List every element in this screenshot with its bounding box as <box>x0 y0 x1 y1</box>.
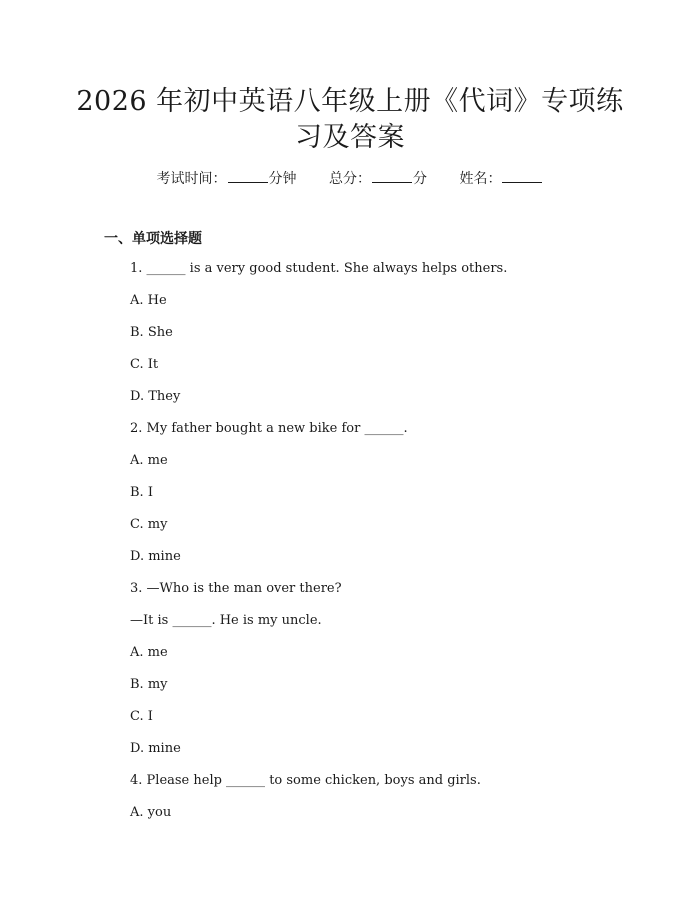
option-line: A. you <box>130 805 172 820</box>
option-line: B. my <box>130 677 168 692</box>
question-4: 4. Please help ______ to some chicken, boys and girls. <box>130 773 481 788</box>
total-score-field <box>329 168 427 189</box>
option-line: C. my <box>130 517 168 532</box>
total-score-label: 总分： <box>329 171 371 187</box>
question-1: 1. ______ is a very good student. She always helps others. <box>130 261 508 276</box>
option-line: B. I <box>130 485 153 500</box>
section-heading-single-choice: 一、单项选择题 <box>104 231 202 247</box>
student-name-blank <box>502 168 542 183</box>
student-name-label: 姓名： <box>459 171 502 187</box>
option-line: D. They <box>130 389 181 404</box>
option-line: C. It <box>130 357 159 372</box>
exam-info-bar <box>0 168 700 189</box>
student-name-field <box>459 168 543 189</box>
question-3-dialogue: —It is ______. He is my uncle. <box>130 613 322 628</box>
option-line: C. I <box>130 709 153 724</box>
question-3: 3. —Who is the man over there? <box>130 581 342 596</box>
exam-time-field <box>157 168 297 189</box>
exam-time-label: 考试时间： <box>156 171 227 187</box>
question-2: 2. My father bought a new bike for ______. <box>130 421 408 436</box>
document-title-line-1: 2026 年初中英语八年级上册《代词》专项练 <box>76 86 624 117</box>
option-line: A. me <box>130 453 168 468</box>
option-line: B. She <box>130 325 173 340</box>
exam-time-unit: 分钟 <box>268 171 297 187</box>
option-line: D. mine <box>130 741 181 756</box>
option-line: A. He <box>130 293 167 308</box>
total-score-unit: 分 <box>413 171 427 187</box>
exam-time-blank <box>228 168 268 183</box>
option-line: A. me <box>130 645 168 660</box>
total-score-blank <box>372 168 412 183</box>
document-title-line-2: 习及答案 <box>295 122 405 153</box>
option-line: D. mine <box>130 549 181 564</box>
